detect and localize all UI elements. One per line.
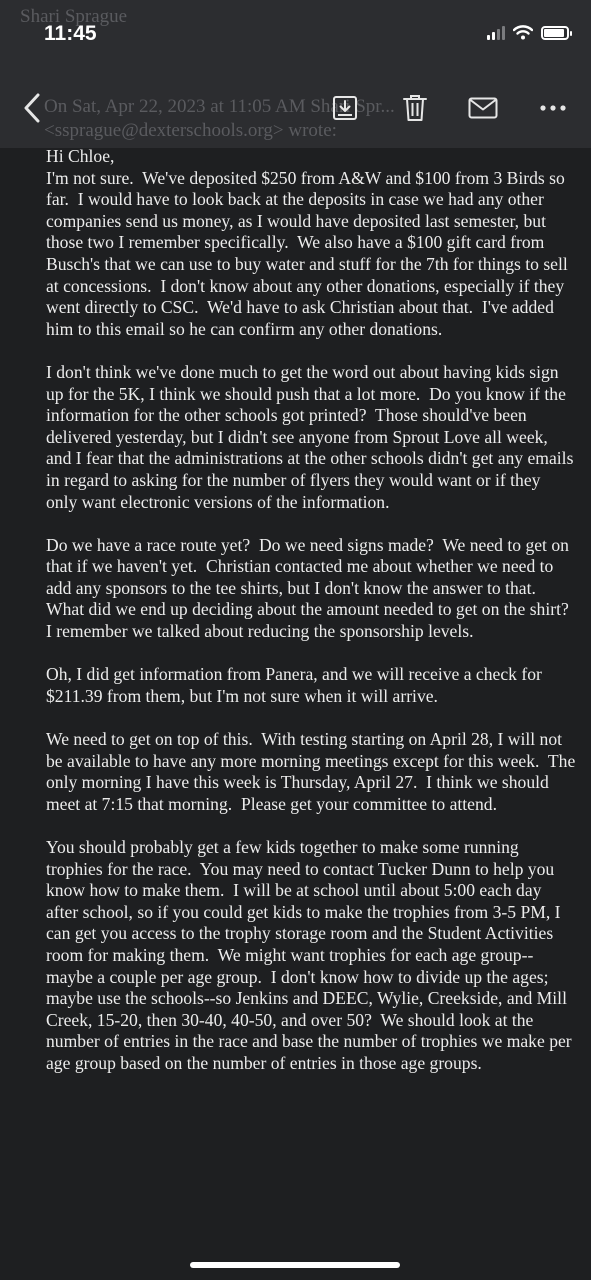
email-toolbar — [0, 84, 591, 134]
trash-icon — [403, 94, 427, 122]
email-paragraph: Do we have a race route yet? Do we need signs made? We need to get on that if we haven't yet. Christian contacted me about whether we need to add any sponsors to the tee shirts, but I don't know the answer to that. What did we end up deciding about the amount needed to get on the shirt? I remember we talked about reducing the sponsorship levels. — [46, 534, 578, 642]
status-time: 11:45 — [44, 22, 97, 45]
status-icons — [487, 25, 569, 40]
home-indicator[interactable] — [190, 1262, 400, 1268]
chevron-left-icon — [23, 93, 41, 123]
email-paragraph: I'm not sure. We've deposited $250 from A&W and $100 from 3 Birds so far. I would have to look back at the deposits in case we had any other companies send us money, as I would have deposited last semester, but those two I remember specifically. We also have a $100 gift card from Busch's that we can use to buy water and stuff for the 7th for things to sell at concessions. I don't know about any other donations, especially if they went directly to CSC. We'd have to ask Christian about that. I've added him to this email so he can confirm any other donations. — [46, 167, 573, 339]
more-options-button[interactable] — [536, 92, 570, 124]
envelope-icon — [468, 97, 498, 119]
archive-box-icon — [332, 95, 358, 121]
ellipsis-icon — [540, 105, 566, 111]
email-greeting: Hi Chloe, — [46, 146, 115, 166]
ghost-quote-line-1: On Sat, Apr 22, 2023 at 11:05 AM Shari Spr... — [44, 96, 395, 117]
wifi-icon — [513, 25, 533, 40]
email-paragraph: Oh, I did get information from Panera, and we will receive a check for $211.39 from them, but I'm not sure when it will arrive. — [46, 664, 547, 706]
email-paragraph: I don't think we've done much to get the word out about having kids sign up for the 5K, I think we should push that a lot more. Do you know if the information for the other schools got printed? Those should've been delivered yesterday, but I didn't see anyone from Sprout Love all week, and I fear that the administrations at the other schools didn't get any emails in regard to asking for the number of flyers they would want or if they only want electronic versions of the information. — [46, 361, 578, 512]
archive-button[interactable] — [330, 92, 360, 124]
email-paragraph: We need to get on top of this. With testing starting on April 28, I will not be available to have any more morning meetings except for this week. The only morning I have this week is Thursday, April 27. I think we should meet at 7:15 that morning. Please get your committee to attend. — [46, 729, 580, 814]
email-body — [46, 146, 580, 1075]
cellular-signal-icon — [487, 26, 505, 40]
ghost-sender-name: Shari Sprague — [20, 6, 128, 27]
email-paragraph: You should probably get a few kids together to make some running trophies for the race. You may need to contact Tucker Dunn to help you know how to make them. I will be at school until about 5:00 each day after school, so if you could get kids to make the trophies from 3-5 PM, I can get you access to the trophy storage room and the Student Activities room for making them. We might want trophies for each age group--maybe a couple per age group. I don't know how to divide up the ages; maybe use the schools--so Jenkins and DEEC, Wylie, Creekside, and Mill Creek, 15-20, then 30-40, 40-50, and over 50? We should look at the number of entries in the race and base the number of trophies we make per age group based on the number of entries in those age groups. — [46, 837, 577, 1073]
top-bar — [0, 0, 591, 148]
ghost-quote-line-2: <ssprague@dexterschools.org> wrote: — [44, 120, 337, 141]
battery-icon — [541, 26, 569, 40]
back-button[interactable] — [16, 92, 48, 124]
delete-button[interactable] — [400, 92, 430, 124]
mark-unread-button[interactable] — [466, 92, 500, 124]
